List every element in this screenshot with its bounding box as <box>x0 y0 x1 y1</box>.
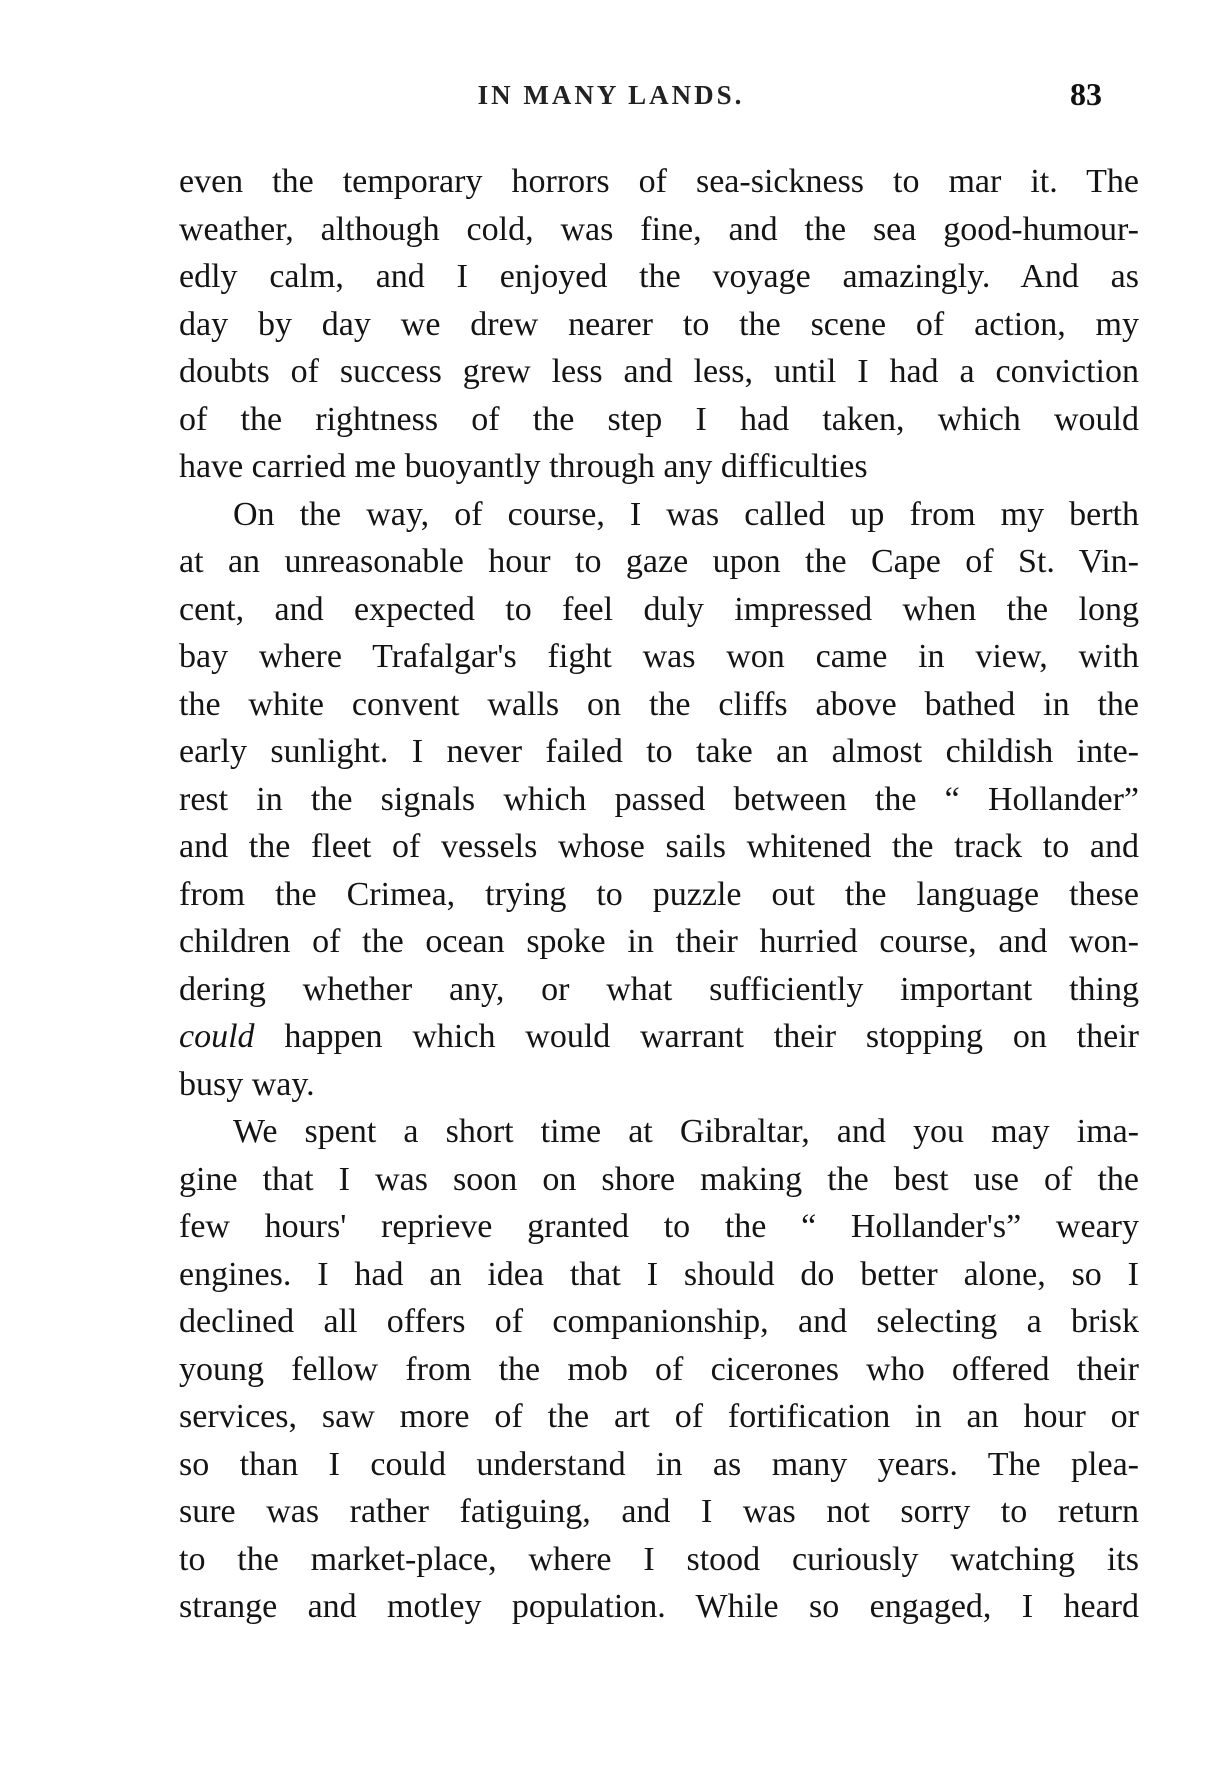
page-number: 83 <box>1070 76 1102 112</box>
text-line-rest: happen which would warrant their stopping on their <box>284 1018 1139 1055</box>
text-line: at an unreasonable hour to gaze upon the Cape of St. Vin- <box>179 543 1139 580</box>
text-line-with-italic <box>179 1013 1139 1061</box>
text-line: and the fleet of vessels whose sails whitened the track to and <box>179 828 1139 865</box>
text-line: engines. I had an idea that I should do better alone, so I <box>179 1255 1139 1293</box>
text-line: so than I could understand in as many years. The plea- <box>179 1445 1139 1483</box>
text-line: rest in the signals which passed between the “ Hollander” <box>179 780 1139 818</box>
text-line: young fellow from the mob of cicerones who offered their <box>179 1350 1139 1388</box>
running-head: IN MANY LANDS. <box>477 80 745 110</box>
text-line: dering whether any, or what sufficiently important thing <box>179 970 1139 1008</box>
text-line: even the temporary horrors of sea-sickness to mar it. The <box>179 163 1139 200</box>
italic-word: could <box>179 1018 255 1055</box>
text-line: On the way, of course, I was called up from my berth <box>233 495 1139 533</box>
body-text <box>179 158 1139 1631</box>
text-line: sure was rather fatiguing, and I was not sorry to return <box>179 1493 1139 1530</box>
text-line: weather, although cold, was fine, and the sea good-humour- <box>179 210 1139 248</box>
text-line: have carried me buoyantly through any difficulties <box>179 448 868 485</box>
text-line: bay where Trafalgar's fight was won came in view, with <box>179 638 1139 675</box>
page-header <box>0 76 1222 120</box>
text-line: We spent a short time at Gibraltar, and you may ima- <box>233 1113 1139 1150</box>
text-line: gine that I was soon on shore making the best use of the <box>179 1160 1139 1198</box>
text-line: from the Crimea, trying to puzzle out the language these <box>179 875 1139 913</box>
text-line: busy way. <box>179 1065 315 1103</box>
text-line: strange and motley population. While so engaged, I heard <box>179 1588 1139 1625</box>
text-line: early sunlight. I never failed to take an almost childish inte- <box>179 733 1139 770</box>
text-line: the white convent walls on the cliffs above bathed in the <box>179 685 1139 723</box>
text-line: children of the ocean spoke in their hurried course, and won- <box>179 923 1139 960</box>
text-line: day by day we drew nearer to the scene of action, my <box>179 305 1139 343</box>
text-line: services, saw more of the art of fortification in an hour or <box>179 1398 1139 1435</box>
text-line: declined all offers of companionship, and selecting a brisk <box>179 1303 1139 1340</box>
text-line: to the market-place, where I stood curiously watching its <box>179 1540 1139 1578</box>
text-line: few hours' reprieve granted to the “ Hollander's” weary <box>179 1208 1139 1245</box>
text-line: doubts of success grew less and less, until I had a conviction <box>179 353 1139 390</box>
text-line: of the rightness of the step I had taken, which would <box>179 400 1139 438</box>
text-line: edly calm, and I enjoyed the voyage amazingly. And as <box>179 258 1139 295</box>
text-line: cent, and expected to feel duly impressed when the long <box>179 590 1139 628</box>
